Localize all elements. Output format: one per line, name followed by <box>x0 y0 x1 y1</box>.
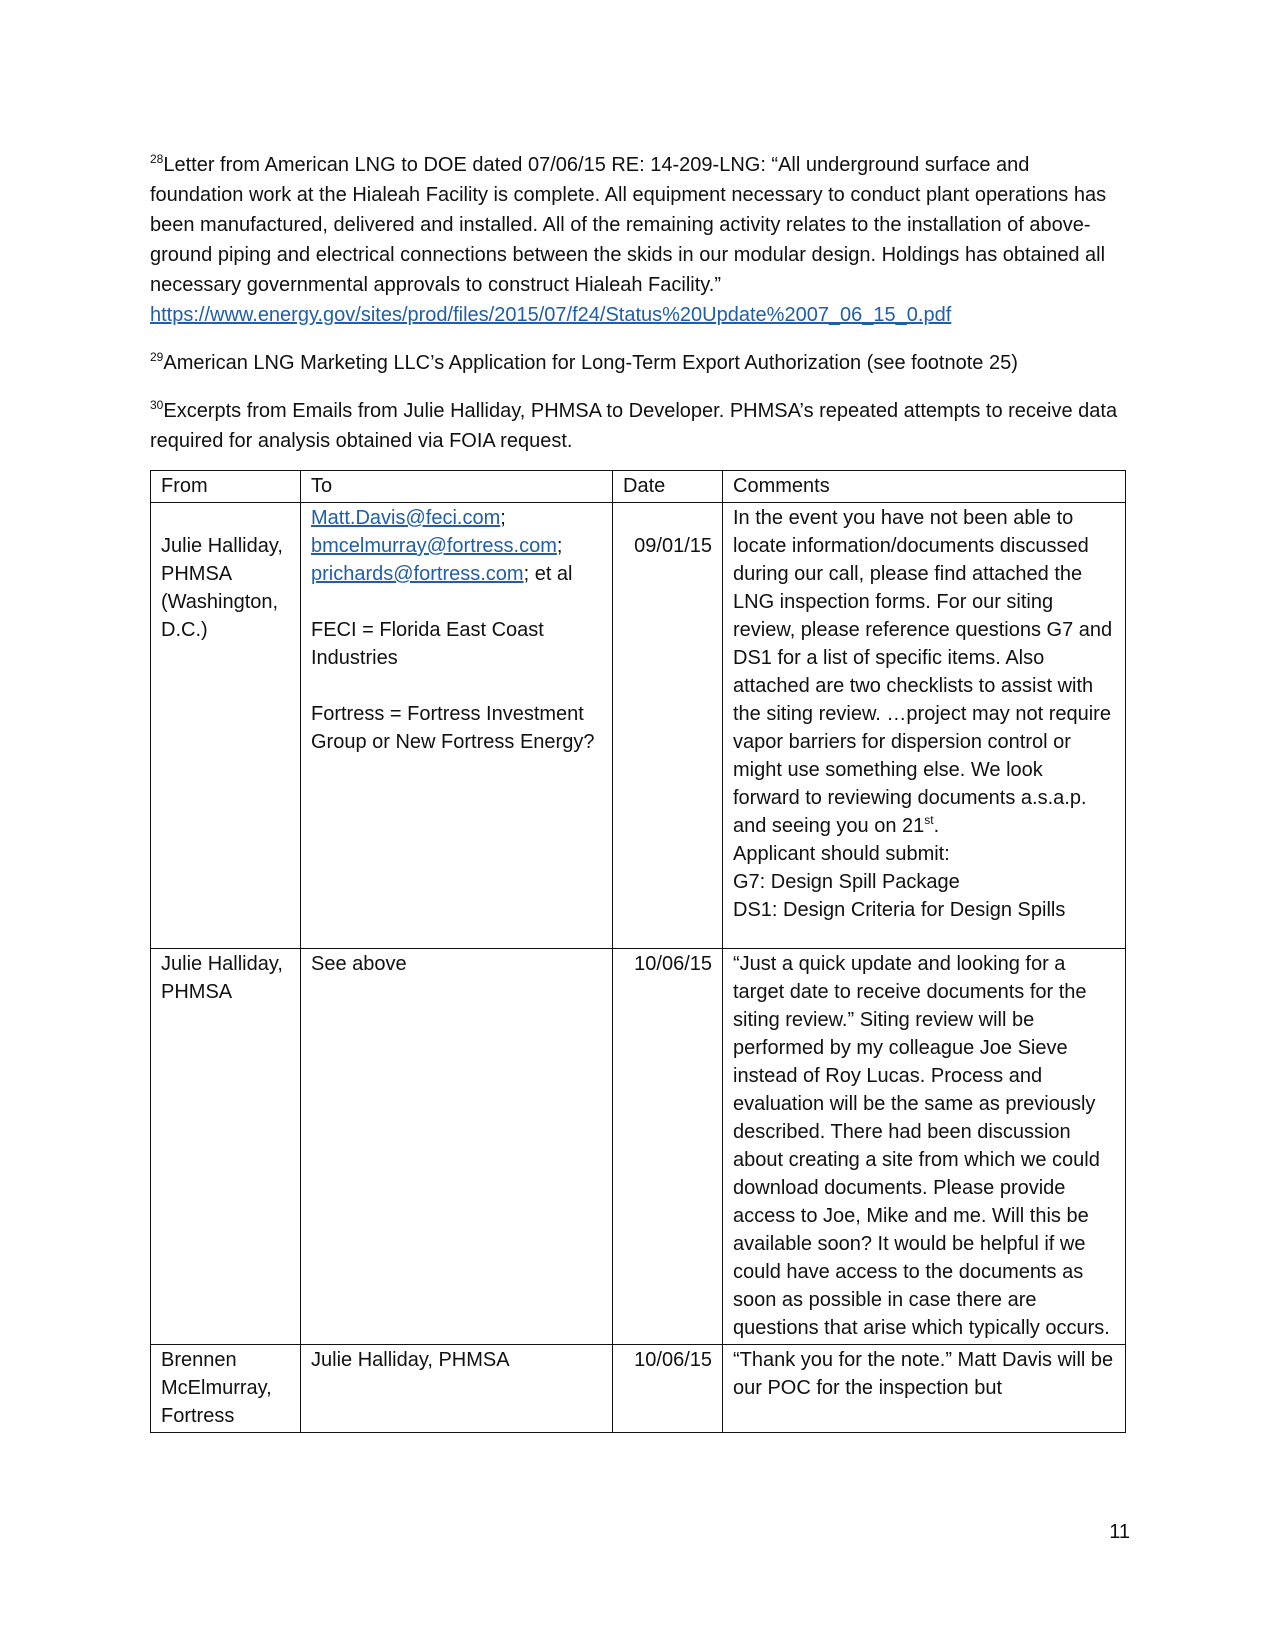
date-text: 10/06/15 <box>634 953 712 975</box>
footnote-text: American LNG Marketing LLC’s Application for Long-Term Export Authorization (see footnote 25) <box>163 352 1018 374</box>
cell-from <box>151 503 301 949</box>
header-from: From <box>151 471 301 503</box>
comment-line: G7: Design Spill Package <box>733 871 960 893</box>
footnote-link[interactable]: https://www.energy.gov/sites/prod/files/2015/07/f24/Status%20Update%2007_06_15_0.pdf <box>150 304 952 326</box>
page-number: 11 <box>1109 1521 1130 1543</box>
cell-to: See above <box>301 949 613 1345</box>
email-excerpts-table <box>150 470 1126 1433</box>
header-comments: Comments <box>723 471 1126 503</box>
comment-superscript: st <box>924 813 934 827</box>
to-suffix: ; et al <box>523 563 573 585</box>
to-note: FECI = Florida East Coast Industries <box>311 619 544 669</box>
separator: ; <box>556 535 563 557</box>
table-row <box>151 1345 1126 1433</box>
cell-comments: “Thank you for the note.” Matt Davis will be our POC for the inspection but <box>723 1345 1126 1433</box>
cell-date <box>613 949 723 1345</box>
cell-date <box>613 1345 723 1433</box>
footnote-29 <box>150 348 1125 378</box>
comment-text: In the event you have not been able to locate information/documents discussed during our call, please find attached the LNG inspection forms. For our siting review, please reference questions G7 and DS1 for a list of specific items. Also attached are two checklists to assist with the siting review. …project may not require vapor barriers for dispersion control or might use something else. We look forward to reviewing documents a.s.a.p. and seeing you on 21 <box>733 507 1113 837</box>
footnote-28 <box>150 150 1125 330</box>
separator: ; <box>500 507 506 529</box>
document-page <box>150 150 1125 1433</box>
cell-to <box>301 503 613 949</box>
header-to: To <box>301 471 613 503</box>
footnote-30 <box>150 396 1125 456</box>
cell-comments: “Just a quick update and looking for a target date to receive documents for the siting review.” Siting review will be performed by my colleague Joe Sieve instead of Roy Lucas. Process and evaluation will be the same as previously described. There had been discussion about creating a site from which we could download documents. Please provide access to Joe, Mike and me. Will this be available soon? It would be helpful if we could have access to the documents as soon as possible in case there are questions that arise which typically occurs. <box>723 949 1126 1345</box>
comment-line: Applicant should submit: <box>733 843 950 865</box>
footnote-number: 28 <box>150 152 164 166</box>
date-text: 10/06/15 <box>634 1349 712 1371</box>
table-row <box>151 949 1126 1345</box>
email-link[interactable]: bmcelmurray@fortress.com <box>311 535 557 557</box>
footnote-text: Excerpts from Emails from Julie Halliday, PHMSA to Developer. PHMSA’s repeated attempts to receive data required for analysis obtained via FOIA request. <box>150 400 1118 452</box>
date-text: 09/01/15 <box>634 535 712 557</box>
to-note: Fortress = Fortress Investment Group or New Fortress Energy? <box>311 703 595 753</box>
header-date: Date <box>613 471 723 503</box>
cell-to: Julie Halliday, PHMSA <box>301 1345 613 1433</box>
table-header-row <box>151 471 1126 503</box>
email-link[interactable]: Matt.Davis@feci.com <box>311 507 501 529</box>
email-link[interactable]: prichards@fortress.com <box>311 563 524 585</box>
comment-line: DS1: Design Criteria for Design Spills <box>733 899 1066 921</box>
cell-comments <box>723 503 1126 949</box>
from-text: Julie Halliday, PHMSA (Washington, D.C.) <box>161 535 283 641</box>
footnote-number: 29 <box>150 350 164 364</box>
cell-from: Brennen McElmurray, Fortress <box>151 1345 301 1433</box>
footnote-text: Letter from American LNG to DOE dated 07/06/15 RE: 14-209-LNG: “All underground surface and foundation work at the Hialeah Facility is complete. All equipment necessary to conduct plant operations has been manufactured, delivered and installed. All of the remaining activity relates to the installation of above-ground piping and electrical connections between the skids in our modular design. Holdings has obtained all necessary governmental approvals to construct Hialeah Facility.” <box>150 154 1107 296</box>
cell-from: Julie Halliday, PHMSA <box>151 949 301 1345</box>
footnote-number: 30 <box>150 398 164 412</box>
table-row <box>151 503 1126 949</box>
comment-punct: . <box>933 815 940 837</box>
cell-date <box>613 503 723 949</box>
